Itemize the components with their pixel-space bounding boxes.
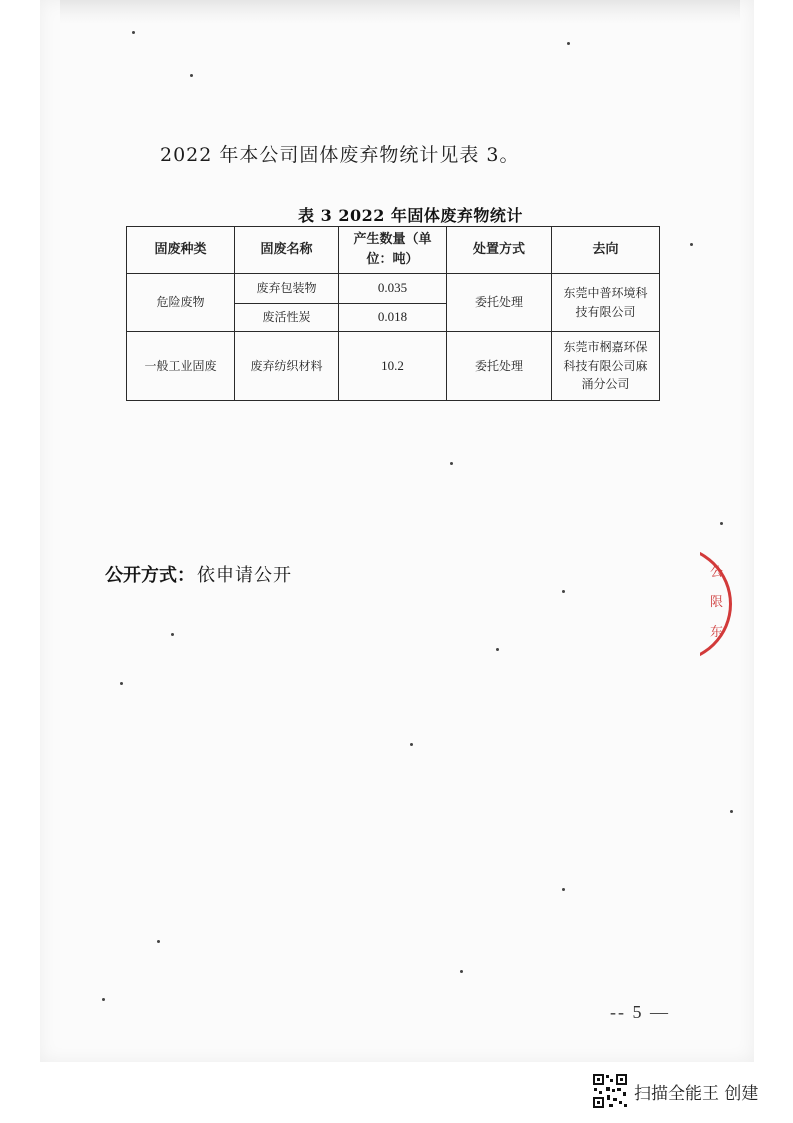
header-quantity	[339, 227, 447, 274]
destination-line: 科技有限公司麻	[563, 358, 648, 373]
destination-line: 东莞市㭎嘉环保	[563, 340, 648, 355]
table-row	[127, 274, 660, 304]
scan-speck	[120, 682, 123, 685]
quantity-cell: 10.2	[339, 332, 447, 401]
scan-top-shadow	[60, 0, 740, 24]
disclosure-value: 依申请公开	[197, 565, 292, 586]
general-disposal-cell: 委托处理	[447, 332, 552, 401]
general-destination-cell	[552, 332, 660, 401]
scanner-watermark	[592, 1073, 758, 1109]
qr-code-icon	[592, 1073, 628, 1109]
destination-line: 东莞中普环境科	[563, 285, 648, 300]
scan-speck	[730, 810, 733, 813]
solid-waste-table	[126, 226, 660, 401]
scan-speck	[562, 590, 565, 593]
header-destination: 去向	[552, 227, 660, 274]
disclosure-label: 公开方式：	[105, 565, 195, 586]
intro-line: 2022 年本公司固体废弃物统计见表 3。	[160, 144, 520, 166]
header-quantity-line1: 产生数量（单	[353, 231, 432, 247]
hazardous-category-cell: 危险废物	[127, 274, 235, 332]
waste-name-cell: 废活性炭	[235, 304, 339, 332]
disclosure-line	[105, 561, 292, 587]
scan-speck	[562, 888, 565, 891]
header-name: 固废名称	[235, 227, 339, 274]
table-header-row	[127, 227, 660, 274]
seal-glyph: 公	[710, 565, 724, 580]
scan-speck	[567, 42, 570, 45]
table-row	[127, 332, 660, 401]
header-quantity-line2: 位：吨）	[366, 252, 419, 267]
scan-speck	[410, 743, 413, 746]
scan-speck	[171, 633, 174, 636]
table-caption: 表 3 2022 年固体废弃物统计	[298, 206, 523, 225]
header-disposal: 处置方式	[447, 227, 552, 274]
hazardous-disposal-cell: 委托处理	[447, 274, 552, 332]
page-number: -- 5 —	[610, 1002, 670, 1022]
waste-name-cell: 废弃纺织材料	[235, 332, 339, 401]
red-company-seal	[700, 545, 734, 663]
scan-speck	[496, 648, 499, 651]
seal-glyph: 限	[710, 595, 724, 610]
scanner-watermark-text: 扫描全能王 创建	[634, 1083, 759, 1104]
scan-speck	[460, 970, 463, 973]
waste-name-cell: 废弃包装物	[235, 274, 339, 304]
scan-speck	[190, 74, 193, 77]
seal-glyph: 东	[710, 625, 724, 640]
scan-speck	[690, 243, 693, 246]
header-category: 固废种类	[127, 227, 235, 274]
quantity-cell: 0.035	[339, 274, 447, 304]
destination-line: 技有限公司	[575, 304, 636, 319]
scan-speck	[450, 462, 453, 465]
general-category-cell: 一般工业固废	[127, 332, 235, 401]
scan-speck	[720, 522, 723, 525]
scan-speck	[132, 31, 135, 34]
hazardous-destination-cell	[552, 274, 660, 332]
destination-line: 涌分公司	[581, 377, 630, 392]
scan-speck	[157, 940, 160, 943]
quantity-cell: 0.018	[339, 304, 447, 332]
scan-speck	[102, 998, 105, 1001]
